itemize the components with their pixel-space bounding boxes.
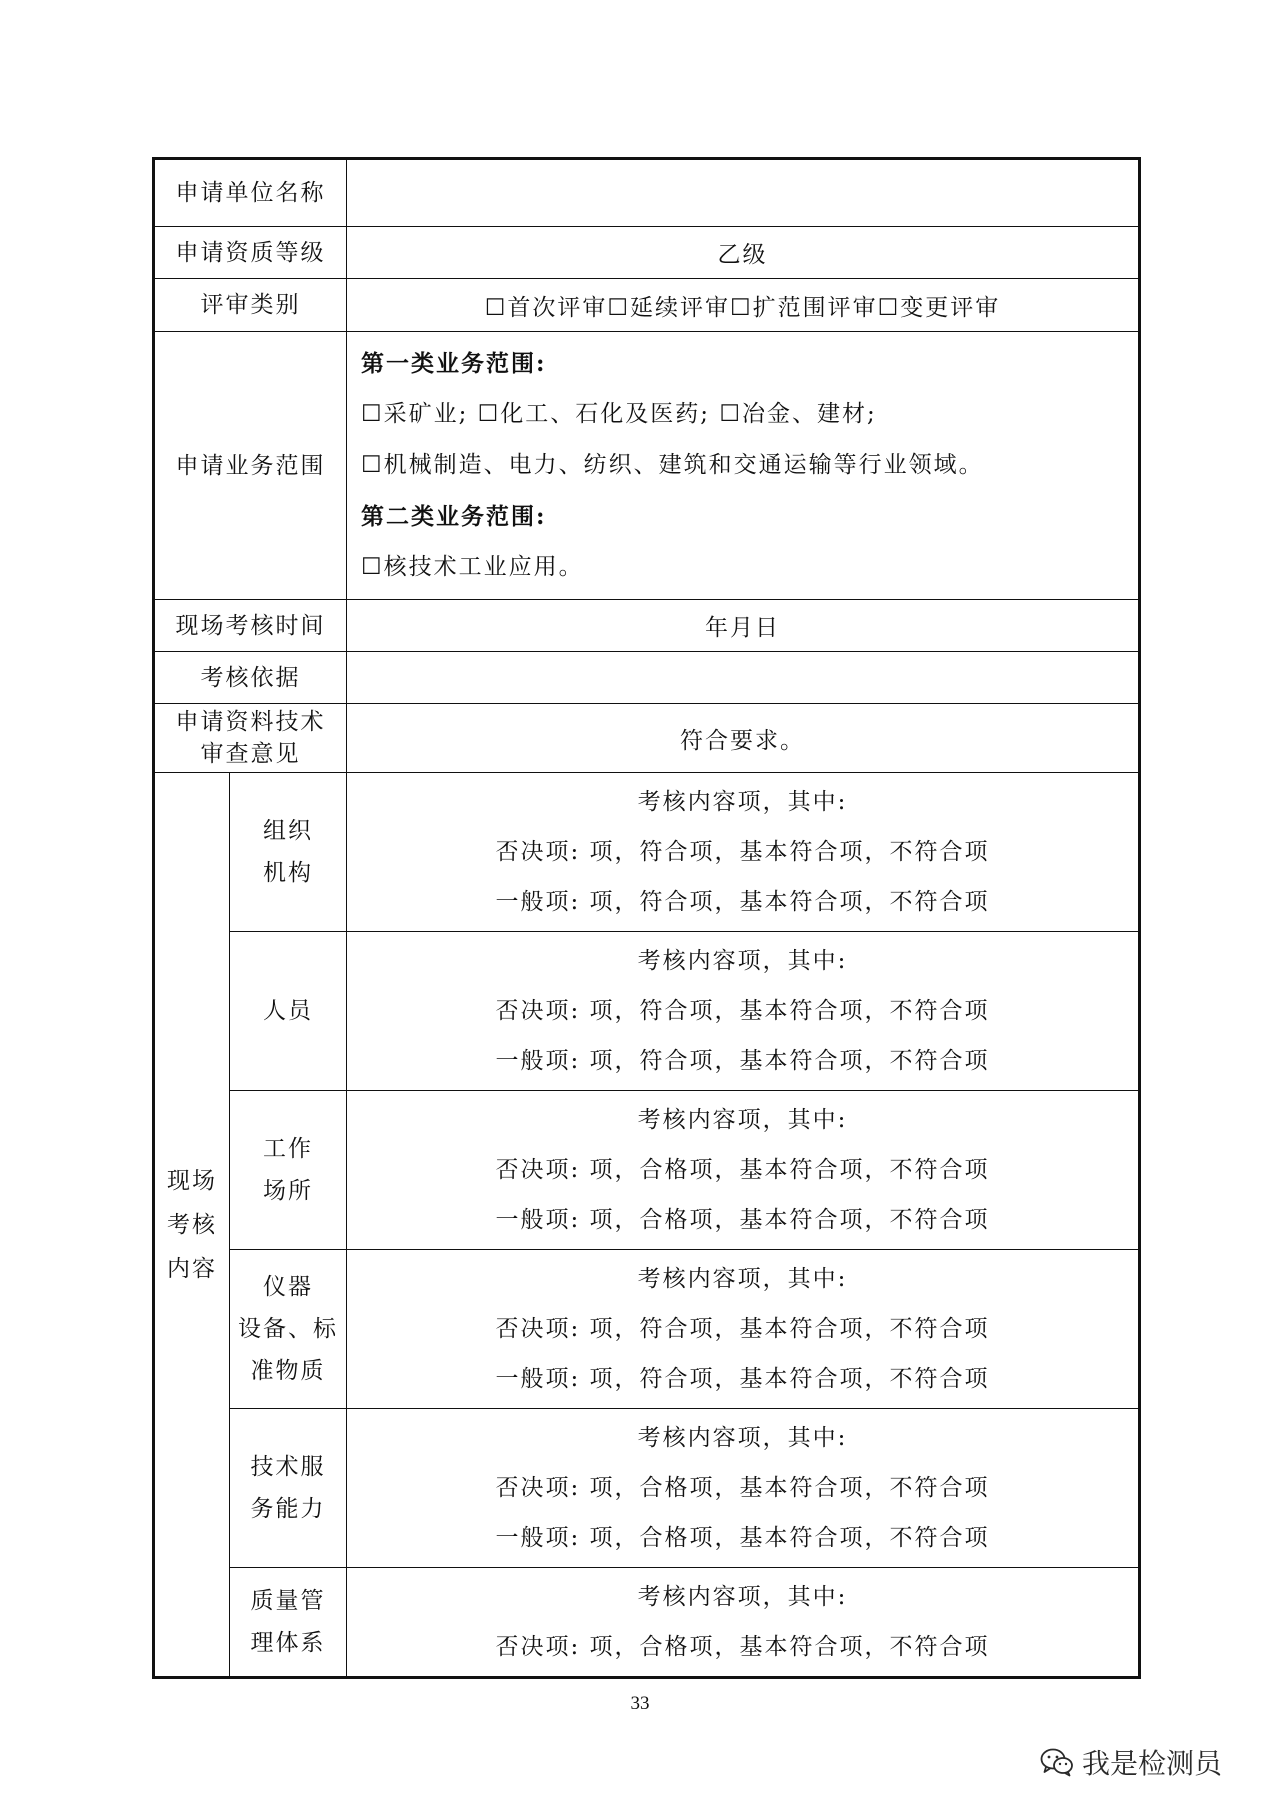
tech-review-label-line2: 审查意见 <box>200 741 301 767</box>
page-number: 33 <box>630 1693 650 1714</box>
section-label-line: 质量管 <box>250 1588 326 1614</box>
qualification-value: 乙级 <box>347 227 1140 279</box>
review-form-table <box>152 157 1141 1679</box>
site-time-value[interactable]: 年月日 <box>347 600 1140 652</box>
content-line: 否决项: 项，合格项，基本符合项，不符合项 <box>495 1475 990 1501</box>
basis-value[interactable] <box>347 652 1140 704</box>
section-content-workplace <box>347 1091 1140 1250</box>
applicant-name-label: 申请单位名称 <box>154 159 347 227</box>
content-line: 考核内容项，其中: <box>637 1107 848 1133</box>
applicant-name-value[interactable] <box>347 159 1140 227</box>
row-tech-review <box>154 704 1140 773</box>
section-label-line: 准物质 <box>250 1358 326 1384</box>
site-section-row <box>154 1568 1140 1678</box>
content-line: 一般项: 项，合格项，基本符合项，不符合项 <box>495 1207 990 1233</box>
qualification-label: 申请资质等级 <box>154 227 347 279</box>
site-section-row <box>154 773 1140 932</box>
section-content-tech-service <box>347 1409 1140 1568</box>
site-time-label: 现场考核时间 <box>154 600 347 652</box>
section-label-line: 场所 <box>263 1178 313 1204</box>
row-site-time <box>154 600 1140 652</box>
content-line: 考核内容项，其中: <box>637 948 848 974</box>
section-label-line: 组织 <box>263 818 313 844</box>
site-content-label-line: 内容 <box>167 1255 217 1282</box>
site-content-label <box>154 773 230 1678</box>
section-label-organization <box>230 773 347 932</box>
review-type-label: 评审类别 <box>154 279 347 332</box>
section-label-line: 技术服 <box>250 1454 326 1480</box>
section-label-tech-service <box>230 1409 347 1568</box>
tech-review-value: 符合要求。 <box>347 704 1140 773</box>
row-applicant-name <box>154 159 1140 227</box>
section-content-organization <box>347 773 1140 932</box>
content-line: 否决项: 项，符合项，基本符合项，不符合项 <box>495 839 990 865</box>
business-scope-label: 申请业务范围 <box>154 332 347 600</box>
class1-options-line1[interactable]: ☐采矿业; ☐化工、石化及医药; ☐冶金、建材; <box>361 401 877 427</box>
site-content-label-line: 现场 <box>167 1167 217 1194</box>
content-line: 一般项: 项，符合项，基本符合项，不符合项 <box>495 889 990 915</box>
site-section-row <box>154 1091 1140 1250</box>
content-line: 一般项: 项，合格项，基本符合项，不符合项 <box>495 1525 990 1551</box>
tech-review-label-line1: 申请资料技术 <box>175 709 326 735</box>
class2-heading: 第二类业务范围: <box>361 503 547 530</box>
class1-heading: 第一类业务范围: <box>361 350 547 377</box>
section-content-quality-system <box>347 1568 1140 1678</box>
content-line: 否决项: 项，符合项，基本符合项，不符合项 <box>495 1316 990 1342</box>
content-line: 考核内容项，其中: <box>637 1266 848 1292</box>
section-label-line: 设备、标 <box>238 1316 338 1342</box>
row-basis <box>154 652 1140 704</box>
class1-options-line2[interactable]: ☐机械制造、电力、纺织、建筑和交通运输等行业领域。 <box>361 452 984 478</box>
business-scope-content <box>347 332 1140 600</box>
content-line: 一般项: 项，符合项，基本符合项，不符合项 <box>495 1048 990 1074</box>
site-section-row <box>154 932 1140 1091</box>
section-label-quality-system <box>230 1568 347 1678</box>
review-type-options[interactable]: ☐首次评审☐延续评审☐扩范围评审☐变更评审 <box>347 279 1140 332</box>
section-label-workplace <box>230 1091 347 1250</box>
watermark <box>1040 1742 1222 1782</box>
tech-review-label <box>154 704 347 773</box>
site-section-row <box>154 1250 1140 1409</box>
section-label-personnel <box>230 932 347 1091</box>
basis-label: 考核依据 <box>154 652 347 704</box>
section-label-line: 务能力 <box>250 1496 326 1522</box>
content-line: 否决项: 项，符合项，基本符合项，不符合项 <box>495 998 990 1024</box>
watermark-text: 我是检测员 <box>1082 1747 1223 1780</box>
content-line: 考核内容项，其中: <box>637 789 848 815</box>
content-line: 考核内容项，其中: <box>637 1425 848 1451</box>
section-label-line: 理体系 <box>250 1630 326 1656</box>
section-content-personnel <box>347 932 1140 1091</box>
section-label-line: 工作 <box>263 1136 313 1162</box>
row-business-scope <box>154 332 1140 600</box>
site-section-row <box>154 1409 1140 1568</box>
section-label-line: 机构 <box>263 860 313 886</box>
section-label-line: 人员 <box>263 998 313 1024</box>
content-line: 考核内容项，其中: <box>637 1584 848 1610</box>
row-qualification <box>154 227 1140 279</box>
content-line: 否决项: 项，合格项，基本符合项，不符合项 <box>495 1634 990 1660</box>
class2-options-line1[interactable]: ☐核技术工业应用。 <box>361 554 584 580</box>
section-label-equipment <box>230 1250 347 1409</box>
row-review-type <box>154 279 1140 332</box>
section-label-line: 仪器 <box>263 1274 313 1300</box>
content-line: 否决项: 项，合格项，基本符合项，不符合项 <box>495 1157 990 1183</box>
section-content-equipment <box>347 1250 1140 1409</box>
wechat-icon <box>1040 1747 1074 1777</box>
site-content-label-line: 考核 <box>167 1211 217 1238</box>
content-line: 一般项: 项，符合项，基本符合项，不符合项 <box>495 1366 990 1392</box>
